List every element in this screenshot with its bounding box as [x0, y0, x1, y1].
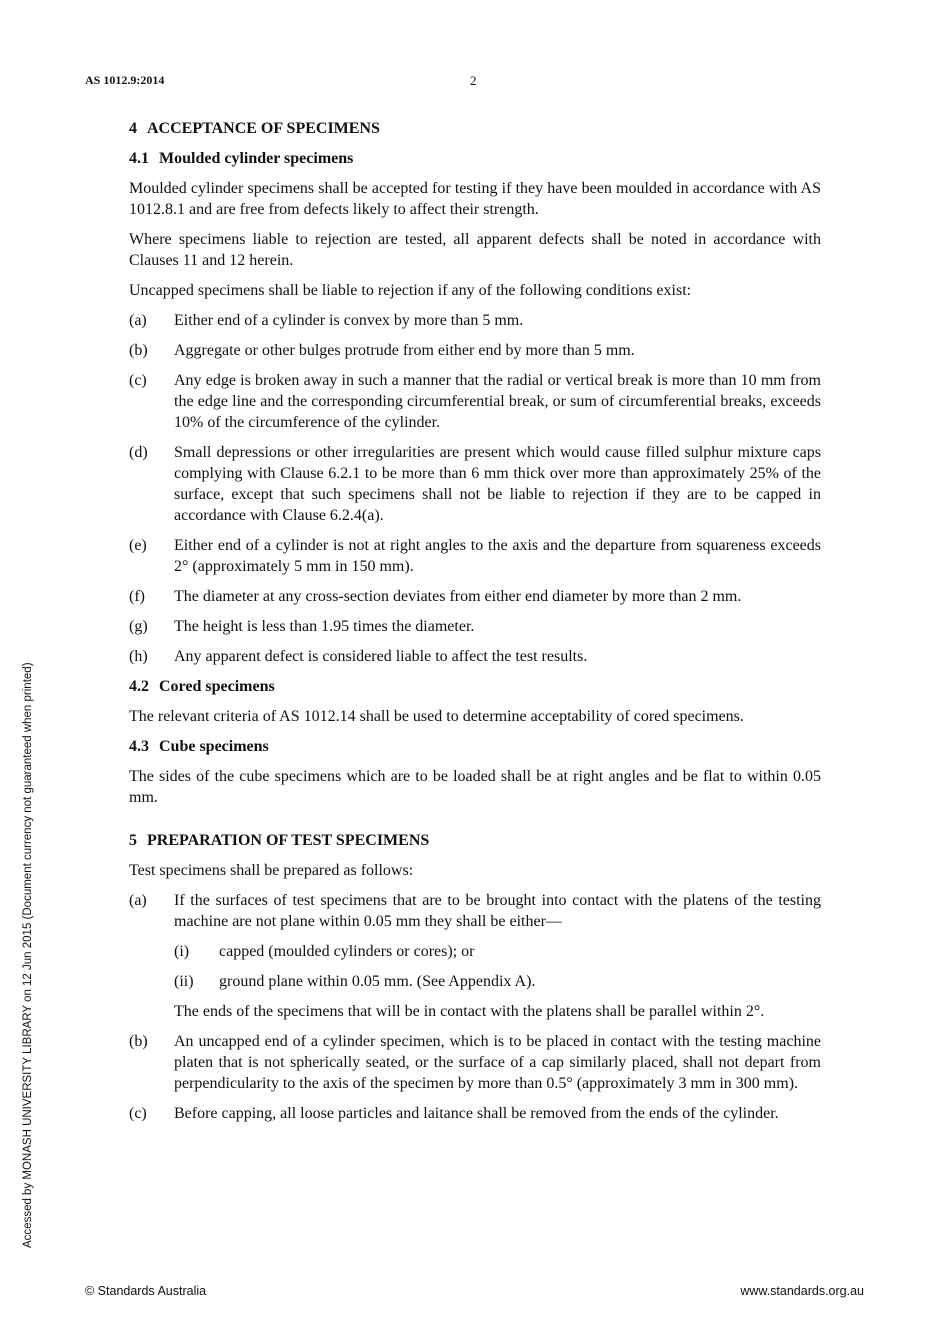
- list-item: (d) Small depressions or other irregularities are present which would cause filled sulphur mixture caps complying with Clause 6.2.1 to be more than 6 mm thick over more than approximately 25% of the surface, except that such specimens shall not be liable to rejection if they are to be capped in accordance with Clause 6.2.4(a).: [129, 444, 821, 524]
- website-url: www.standards.org.au: [740, 1284, 864, 1298]
- page-number: 2: [470, 73, 477, 88]
- list-item: (a) Either end of a cylinder is convex by more than 5 mm.: [129, 312, 524, 329]
- sub-list-item: (i) capped (moulded cylinders or cores); or: [174, 943, 475, 960]
- list-item: (b) An uncapped end of a cylinder specimen, which is to be placed in contact with the testing machine platen that is not spherically seated, or the surface of a cap similarly placed, shall not depart from perpendicularity to the axis of the specimen by more than 0.5° (approximately 3 mm in 300 mm).: [129, 1033, 821, 1092]
- list-item: (e) Either end of a cylinder is not at right angles to the axis and the departure from squareness exceeds 2° (approximately 5 mm in 150 mm).: [129, 537, 821, 575]
- document-body: [129, 118, 821, 1133]
- section-4-3-heading: 4.3 Cube specimens: [129, 738, 269, 755]
- standard-number: AS 1012.9:2014: [85, 73, 165, 87]
- list-item: (b) Aggregate or other bulges protrude from either end by more than 5 mm.: [129, 342, 635, 359]
- paragraph: The sides of the cube specimens which are to be loaded shall be at right angles and be flat to within 0.05 mm.: [129, 768, 821, 806]
- list-item: (g) The height is less than 1.95 times the diameter.: [129, 618, 475, 635]
- list-item: (c) Any edge is broken away in such a manner that the radial or vertical break is more than 10 mm from the edge line and the corresponding circumferential break, or sum of circumferential breaks, exceeds 10% of the circumference of the cylinder.: [129, 372, 821, 431]
- section-4-heading: 4 ACCEPTANCE OF SPECIMENS: [129, 120, 380, 137]
- list-continuation: The ends of the specimens that will be in contact with the platens shall be parallel within 2°.: [174, 1003, 765, 1020]
- paragraph: Moulded cylinder specimens shall be accepted for testing if they have been moulded in accordance with AS 1012.8.1 and are free from defects likely to affect their strength.: [129, 180, 821, 218]
- list-item: (c) Before capping, all loose particles and laitance shall be removed from the ends of the cylinder.: [129, 1105, 779, 1122]
- section-4-1-heading: 4.1 Moulded cylinder specimens: [129, 150, 354, 167]
- copyright: © Standards Australia: [85, 1284, 207, 1298]
- list-item: (f) The diameter at any cross-section deviates from either end diameter by more than 2 mm.: [129, 588, 742, 605]
- list-item: (h) Any apparent defect is considered liable to affect the test results.: [129, 648, 588, 665]
- paragraph: Where specimens liable to rejection are tested, all apparent defects shall be noted in accordance with Clauses 11 and 12 herein.: [129, 231, 821, 269]
- paragraph: The relevant criteria of AS 1012.14 shall be used to determine acceptability of cored specimens.: [129, 708, 744, 725]
- sub-list-item: (ii) ground plane within 0.05 mm. (See Appendix A).: [174, 973, 536, 990]
- paragraph: Uncapped specimens shall be liable to rejection if any of the following conditions exist:: [129, 282, 692, 299]
- section-4-2-heading: 4.2 Cored specimens: [129, 678, 275, 695]
- access-watermark: Accessed by MONASH UNIVERSITY LIBRARY on 12 Jun 2015 (Document currency not guaranteed when printed): [22, 662, 34, 1248]
- paragraph: Test specimens shall be prepared as follows:: [129, 862, 414, 879]
- section-5-heading: 5 PREPARATION OF TEST SPECIMENS: [129, 832, 430, 849]
- list-item: (a) If the surfaces of test specimens that are to be brought into contact with the platens of the testing machine are not plane within 0.05 mm they shall be either— (i) capped (moulded cylinders or cores); or (ii) ground plane within 0.05 mm. (See Appendix A). The ends of the specimens that will be in contact with the platens shall be parallel within 2°.: [129, 892, 821, 1020]
